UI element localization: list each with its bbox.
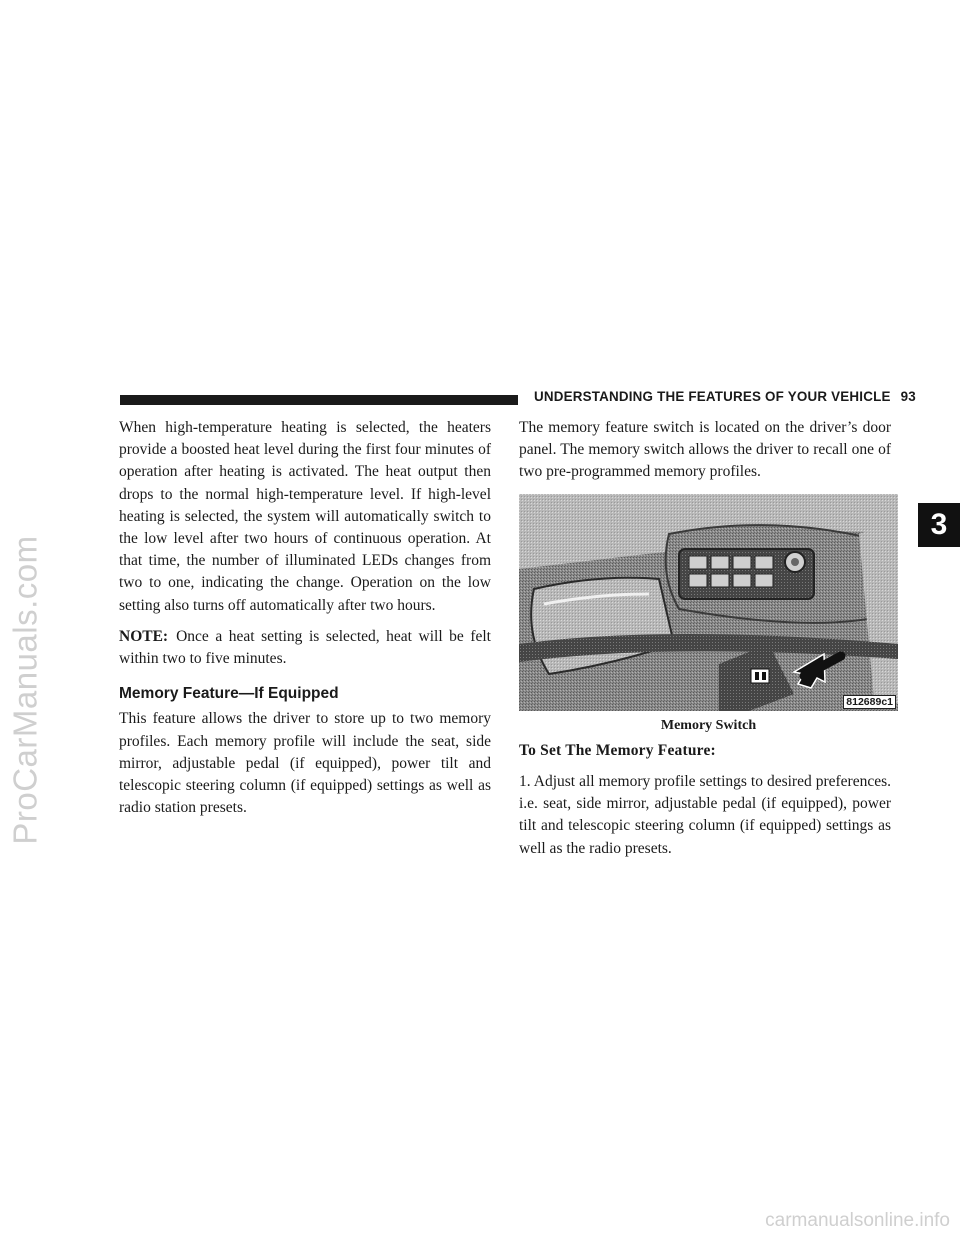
heating-paragraph: When high-temperature heating is selected, the heaters provide a boosted heat level during the first four minutes of operation after heating is activated. The heat output then drops to the normal high-temperature level. If high-level heating is selected, the system will automatically switch to the low level after two hours of continuous operation. At that time, the number of illuminated LEDs changes from two to one, indicating the change. Operation on the low setting also turns off automatically after two hours.: [119, 419, 491, 614]
chapter-tab: 3: [918, 503, 960, 547]
note-label: NOTE:: [119, 627, 169, 645]
memory-switch-paragraph: The memory feature switch is located on the driver’s door panel. The memory switch allows the driver to recall one of two pre-programmed memory profiles.: [519, 419, 891, 481]
right-column: [519, 417, 891, 869]
section-heading: Memory Feature—If Equipped: [119, 685, 339, 703]
page-number: 93: [900, 389, 916, 404]
side-watermark: [4, 455, 48, 925]
header-title: UNDERSTANDING THE FEATURES OF YOUR VEHICLE: [534, 389, 891, 404]
side-watermark-text: ProCarManuals.com: [7, 535, 44, 845]
memory-intro-paragraph: This feature allows the driver to store up to two memory profiles. Each memory profile will include the seat, side mirror, adjustable pedal (if equipped), power tilt and telescopic steering column (if equipped) settings as well as radio station presets.: [119, 710, 491, 817]
running-header: [534, 389, 916, 404]
footer-watermark: carmanualsonline.info: [765, 1210, 950, 1231]
left-column: [119, 417, 491, 828]
memory-switch-figure: [519, 494, 898, 711]
sub-heading: To Set The Memory Feature:: [519, 741, 716, 759]
step-1-paragraph: 1. Adjust all memory profile settings to desired preferences. i.e. seat, side mirror, adjustable pedal (if equipped), power tilt and telescopic steering column (if equipped) settings as well as the radio presets.: [519, 773, 891, 857]
note-paragraph: [119, 626, 491, 670]
figure-caption: Memory Switch: [660, 717, 757, 733]
door-panel-illustration: [519, 494, 898, 711]
note-text: Once a heat setting is selected, heat will be felt within two to five minutes.: [119, 627, 491, 668]
figure-code-label: 812689c1: [843, 695, 896, 709]
header-rule: [120, 395, 518, 405]
